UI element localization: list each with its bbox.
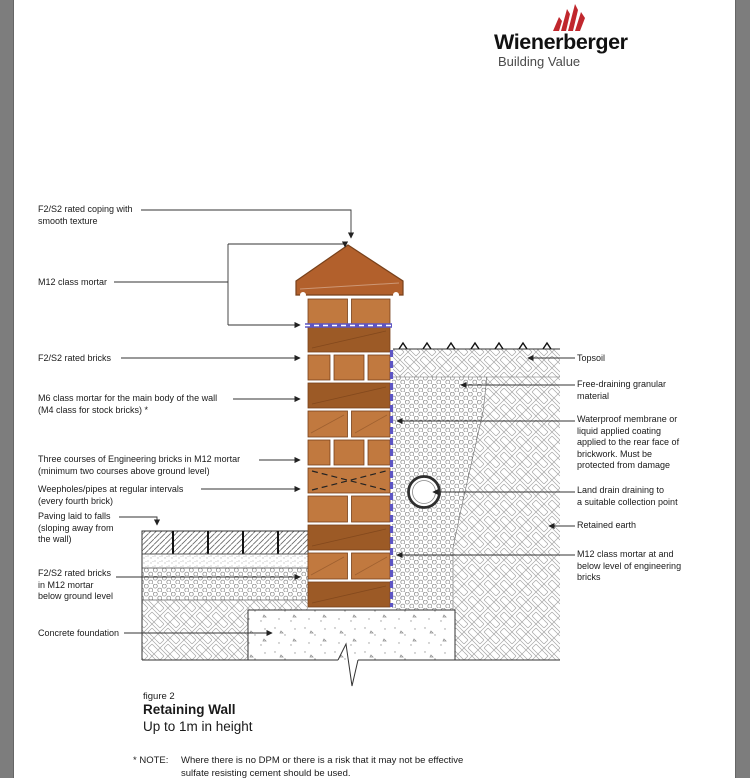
callout-line: brickwork. Must be (577, 448, 653, 459)
callout-line: smooth texture (38, 215, 98, 226)
figure-number: figure 2 (143, 691, 175, 702)
footnote-prefix: * NOTE: (133, 755, 169, 766)
callout-granular (577, 379, 666, 402)
callout-m6-mortar (38, 393, 217, 416)
callout-line: (minimum two courses above ground level) (38, 465, 210, 476)
callout-line: Weepholes/pipes at regular intervals (38, 484, 184, 494)
callout-line: liquid applied coating (577, 425, 662, 436)
callout-f2s2-bricks (38, 353, 111, 365)
grass-tufts (399, 343, 551, 349)
callout-line: applied to the rear face of (577, 437, 680, 447)
footnote-line: Where there is no DPM or there is a risk that it may not be effective (181, 755, 464, 766)
callout-line: Waterproof membrane or (577, 414, 678, 424)
callout-line: Retained earth (577, 520, 637, 530)
viewer-margin-left (0, 0, 14, 778)
callout-line: below level of engineering (577, 560, 682, 571)
callout-line: Paving laid to falls (38, 511, 111, 521)
callout-weepholes (38, 484, 183, 507)
callout-line: M6 class mortar for the main body of the wall (38, 393, 218, 403)
callout-line: (every fourth brick) (38, 495, 114, 506)
callout-line: in M12 mortar (38, 579, 94, 590)
bedding-layer (142, 554, 308, 568)
callout-line: Topsoil (577, 353, 606, 363)
callout-line: M12 class mortar (38, 277, 108, 287)
callout-line: bricks (577, 572, 601, 582)
callout-line: a suitable collection point (577, 496, 678, 507)
callout-foundation (38, 628, 119, 640)
brick-wall (308, 299, 390, 607)
callout-topsoil (577, 353, 605, 365)
callout-line: Free-draining granular (577, 379, 667, 389)
brand-name: Wienerberger (494, 30, 628, 54)
callout-line: F2/S2 rated bricks (38, 568, 112, 578)
callout-line: (M4 class for stock bricks) * (38, 404, 149, 415)
figure-title: Retaining Wall (143, 702, 236, 717)
callout-land-drain (577, 485, 678, 508)
sub-base (142, 568, 308, 600)
callout-m12-mortar (38, 277, 107, 289)
callout-line: M12 class mortar at and (577, 549, 674, 559)
footnote (133, 754, 464, 779)
callout-paving (38, 511, 114, 546)
callout-below-ground-bricks (38, 568, 113, 603)
viewer-margin-right (735, 0, 750, 778)
concrete-foundation (248, 610, 455, 660)
flame-bricks-icon (550, 3, 592, 33)
callout-line: (sloping away from (38, 522, 114, 533)
callout-membrane (577, 414, 679, 472)
callout-line: F2/S2 rated bricks (38, 353, 112, 363)
callout-line: below ground level (38, 591, 114, 601)
callout-line: the wall) (38, 534, 72, 544)
paving-slabs (142, 531, 308, 554)
coping-stone (296, 245, 403, 298)
callout-line: Concrete foundation (38, 628, 120, 638)
callout-line: protected from damage (577, 460, 671, 470)
callout-retained-earth (577, 520, 636, 532)
callout-line: Land drain draining to (577, 485, 665, 495)
footnote-line: sulfate resisting cement should be used. (181, 768, 351, 779)
callout-line: material (577, 390, 610, 401)
callout-line: F2/S2 rated coping with (38, 204, 133, 214)
figure-subtitle: Up to 1m in height (143, 719, 253, 734)
topsoil-layer (393, 349, 560, 377)
callout-coping (38, 204, 133, 227)
callout-m12-below (577, 549, 681, 584)
callout-engineering-bricks (38, 454, 240, 477)
callout-line: Three courses of Engineering bricks in M12 mortar (38, 454, 241, 464)
brand-tagline: Building Value (498, 54, 581, 69)
